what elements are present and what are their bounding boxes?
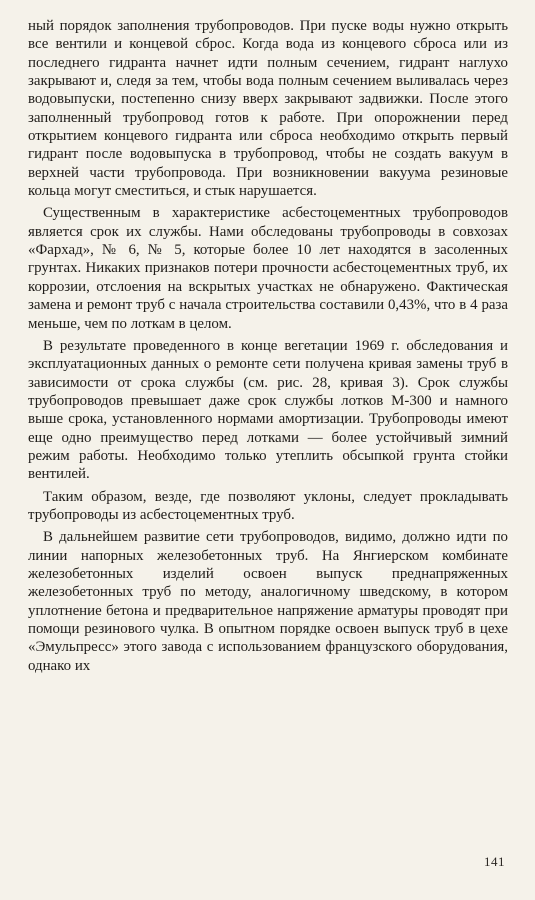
paragraph-5: В дальнейшем развитие сети трубопроводов, видимо, должно идти по линии напорных железобетонных труб. На Янгиерском комбинате железобетонных изделий освоен выпуск преднапряженных железобетонных труб по методу, аналогичному шведскому, в котором уплотнение бетона и предварительное напряжение арматуры проводят при помощи резинового чулка. В опытном порядке освоен выпуск труб в цехе «Эмульпресс» этого завода с использованием французского оборудования, однако их [28, 529, 508, 674]
paragraph-4: Таким образом, везде, где позволяют уклоны, следует прокладывать трубопроводы из асбестоцементных труб. [28, 488, 508, 523]
page-number: 141 [484, 854, 505, 869]
paragraph-3: В результате проведенного в конце вегетации 1969 г. обследования и эксплуатационных данных о ремонте сети получена кривая замены труб в зависимости от срока службы (см. рис. 28, кривая 3). Срок службы трубопроводов превышает даже срок службы лотков М-300 и намного выше срока, установленного нормами амортизации. Трубопроводы имеют еще одно преимущество перед лотками — более устойчивый зимний режим работы. Необходимо только утеплить обсыпкой грунта стойки вентилей. [28, 337, 508, 483]
paragraph-1: ный порядок заполнения трубопроводов. При пуске воды нужно открыть все вентили и концевой сброс. Когда вода из концевого сброса или из последнего гидранта начнет идти полным сечением, гидрант наглухо закрывают и, следя за тем, чтобы вода полным сечением выливалась через водовыпуски, постепенно снизу вверх закрывают задвижки. После этого заполненный трубопровод готов к работе. При опорожнении перед открытием концевого гидранта или сброса необходимо открыть первый гидрант после водовыпуска в трубопровод, чтобы не создать вакуум в верхней части трубопровода. При возникновении вакуума резиновые кольца могут сместиться, и стык нарушается. [28, 18, 508, 200]
paragraph-2: Существенным в характеристике асбестоцементных трубопроводов является срок их службы. Нами обследованы трубопроводы в совхозах «Фархад», № 6, № 5, которые более 10 лет находятся в засоленных грунтах. Никаких признаков потери прочности асбестоцементных труб, их коррозии, отслоения на вскрытых участках не обнаружено. Фактическая замена и ремонт труб с начала строительства составили 0,43%, что в 4 раза меньше, чем по лоткам в целом. [28, 205, 508, 332]
body-text [28, 17, 508, 675]
